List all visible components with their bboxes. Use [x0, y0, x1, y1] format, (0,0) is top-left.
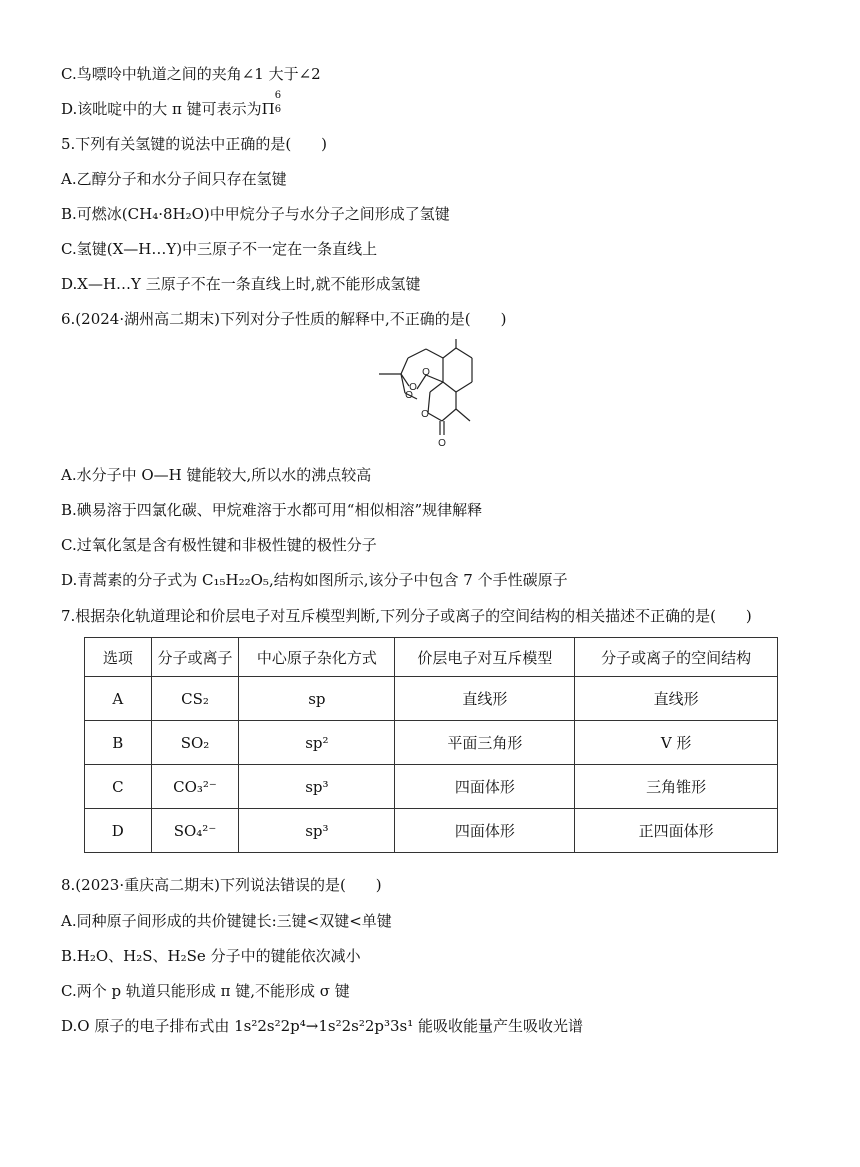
table-row: [85, 765, 778, 809]
table-header: 分子或离子: [151, 638, 239, 677]
table-cell: SO₂: [151, 721, 239, 765]
table-cell: 直线形: [395, 677, 575, 721]
table-cell: 四面体形: [395, 809, 575, 853]
q8-option-d: D.O 原子的电子排布式由 1s²2s²2p⁴→1s²2s²2p³3s¹ 能吸收能量产生吸收光谱: [61, 1017, 584, 1035]
table-cell: sp²: [239, 721, 395, 765]
table-cell: V 形: [575, 721, 778, 765]
option-d-pyridine: D.该吡啶中的大 π 键可表示为Π 6 6: [61, 90, 282, 118]
table-header: 中心原子杂化方式: [239, 638, 395, 677]
table-cell: 平面三角形: [395, 721, 575, 765]
q8-option-a: A.同种原子间形成的共价键键长:三键<双键<单键: [61, 912, 392, 930]
table-cell: C: [85, 765, 152, 809]
table-cell: sp³: [239, 809, 395, 853]
table-cell: sp³: [239, 765, 395, 809]
q5-option-b: B.可燃冰(CH₄·8H₂O)中甲烷分子与水分子之间形成了氢键: [61, 205, 450, 223]
table-header-row: [85, 638, 778, 677]
question-8: 8.(2023·重庆高二期末)下列说法错误的是( ): [61, 876, 382, 894]
q8-option-c: C.两个 p 轨道只能形成 π 键,不能形成 σ 键: [61, 982, 350, 1000]
oxygen-label: O: [405, 390, 413, 401]
question-5: 5.下列有关氢键的说法中正确的是( ): [61, 135, 328, 153]
table-cell: 正四面体形: [575, 809, 778, 853]
q6-option-c: C.过氧化氢是含有极性键和非极性键的极性分子: [61, 536, 377, 554]
question-7: 7.根据杂化轨道理论和价层电子对互斥模型判断,下列分子或离子的空间结构的相关描述不正确的是( ): [61, 607, 752, 625]
hybridization-table: [84, 637, 778, 853]
q6-option-d: D.青蒿素的分子式为 C₁₅H₂₂O₅,结构如图所示,该分子中包含 7 个手性碳原子: [61, 571, 568, 589]
table-row: [85, 721, 778, 765]
q6-option-a: A.水分子中 O—H 键能较大,所以水的沸点较高: [61, 466, 372, 484]
q8-option-b: B.H₂O、H₂S、H₂Se 分子中的键能依次减小: [61, 947, 361, 965]
question-6: 6.(2024·湖州高二期末)下列对分子性质的解释中,不正确的是( ): [61, 310, 507, 328]
table-cell: 三角锥形: [575, 765, 778, 809]
table-cell: CS₂: [151, 677, 239, 721]
table-cell: D: [85, 809, 152, 853]
q5-option-d: D.X—H…Y 三原子不在一条直线上时,就不能形成氢键: [61, 275, 421, 293]
table-cell: CO₃²⁻: [151, 765, 239, 809]
q6-option-b: B.碘易溶于四氯化碳、甲烷难溶于水都可用“相似相溶”规律解释: [61, 501, 483, 519]
table-cell: 四面体形: [395, 765, 575, 809]
option-c-guanine: C.鸟嘌呤中轨道之间的夹角∠1 大于∠2: [61, 65, 321, 83]
oxygen-label: O: [409, 382, 417, 393]
oxygen-label: O: [422, 367, 430, 378]
oxygen-label: O: [438, 438, 446, 449]
q5-option-c: C.氢键(X—H…Y)中三原子不一定在一条直线上: [61, 240, 378, 258]
option-d-text: D.该吡啶中的大 π 键可表示为Π: [61, 100, 275, 118]
artemisinin-structure: [372, 337, 490, 455]
table-row: [85, 809, 778, 853]
table-cell: A: [85, 677, 152, 721]
table-cell: sp: [239, 677, 395, 721]
table-cell: 直线形: [575, 677, 778, 721]
table-row: [85, 677, 778, 721]
table-header: 分子或离子的空间结构: [575, 638, 778, 677]
table-header: 价层电子对互斥模型: [395, 638, 575, 677]
table-header: 选项: [85, 638, 152, 677]
table-cell: SO₄²⁻: [151, 809, 239, 853]
table-cell: B: [85, 721, 152, 765]
q5-option-a: A.乙醇分子和水分子间只存在氢键: [61, 170, 287, 188]
oxygen-label: O: [421, 409, 429, 420]
